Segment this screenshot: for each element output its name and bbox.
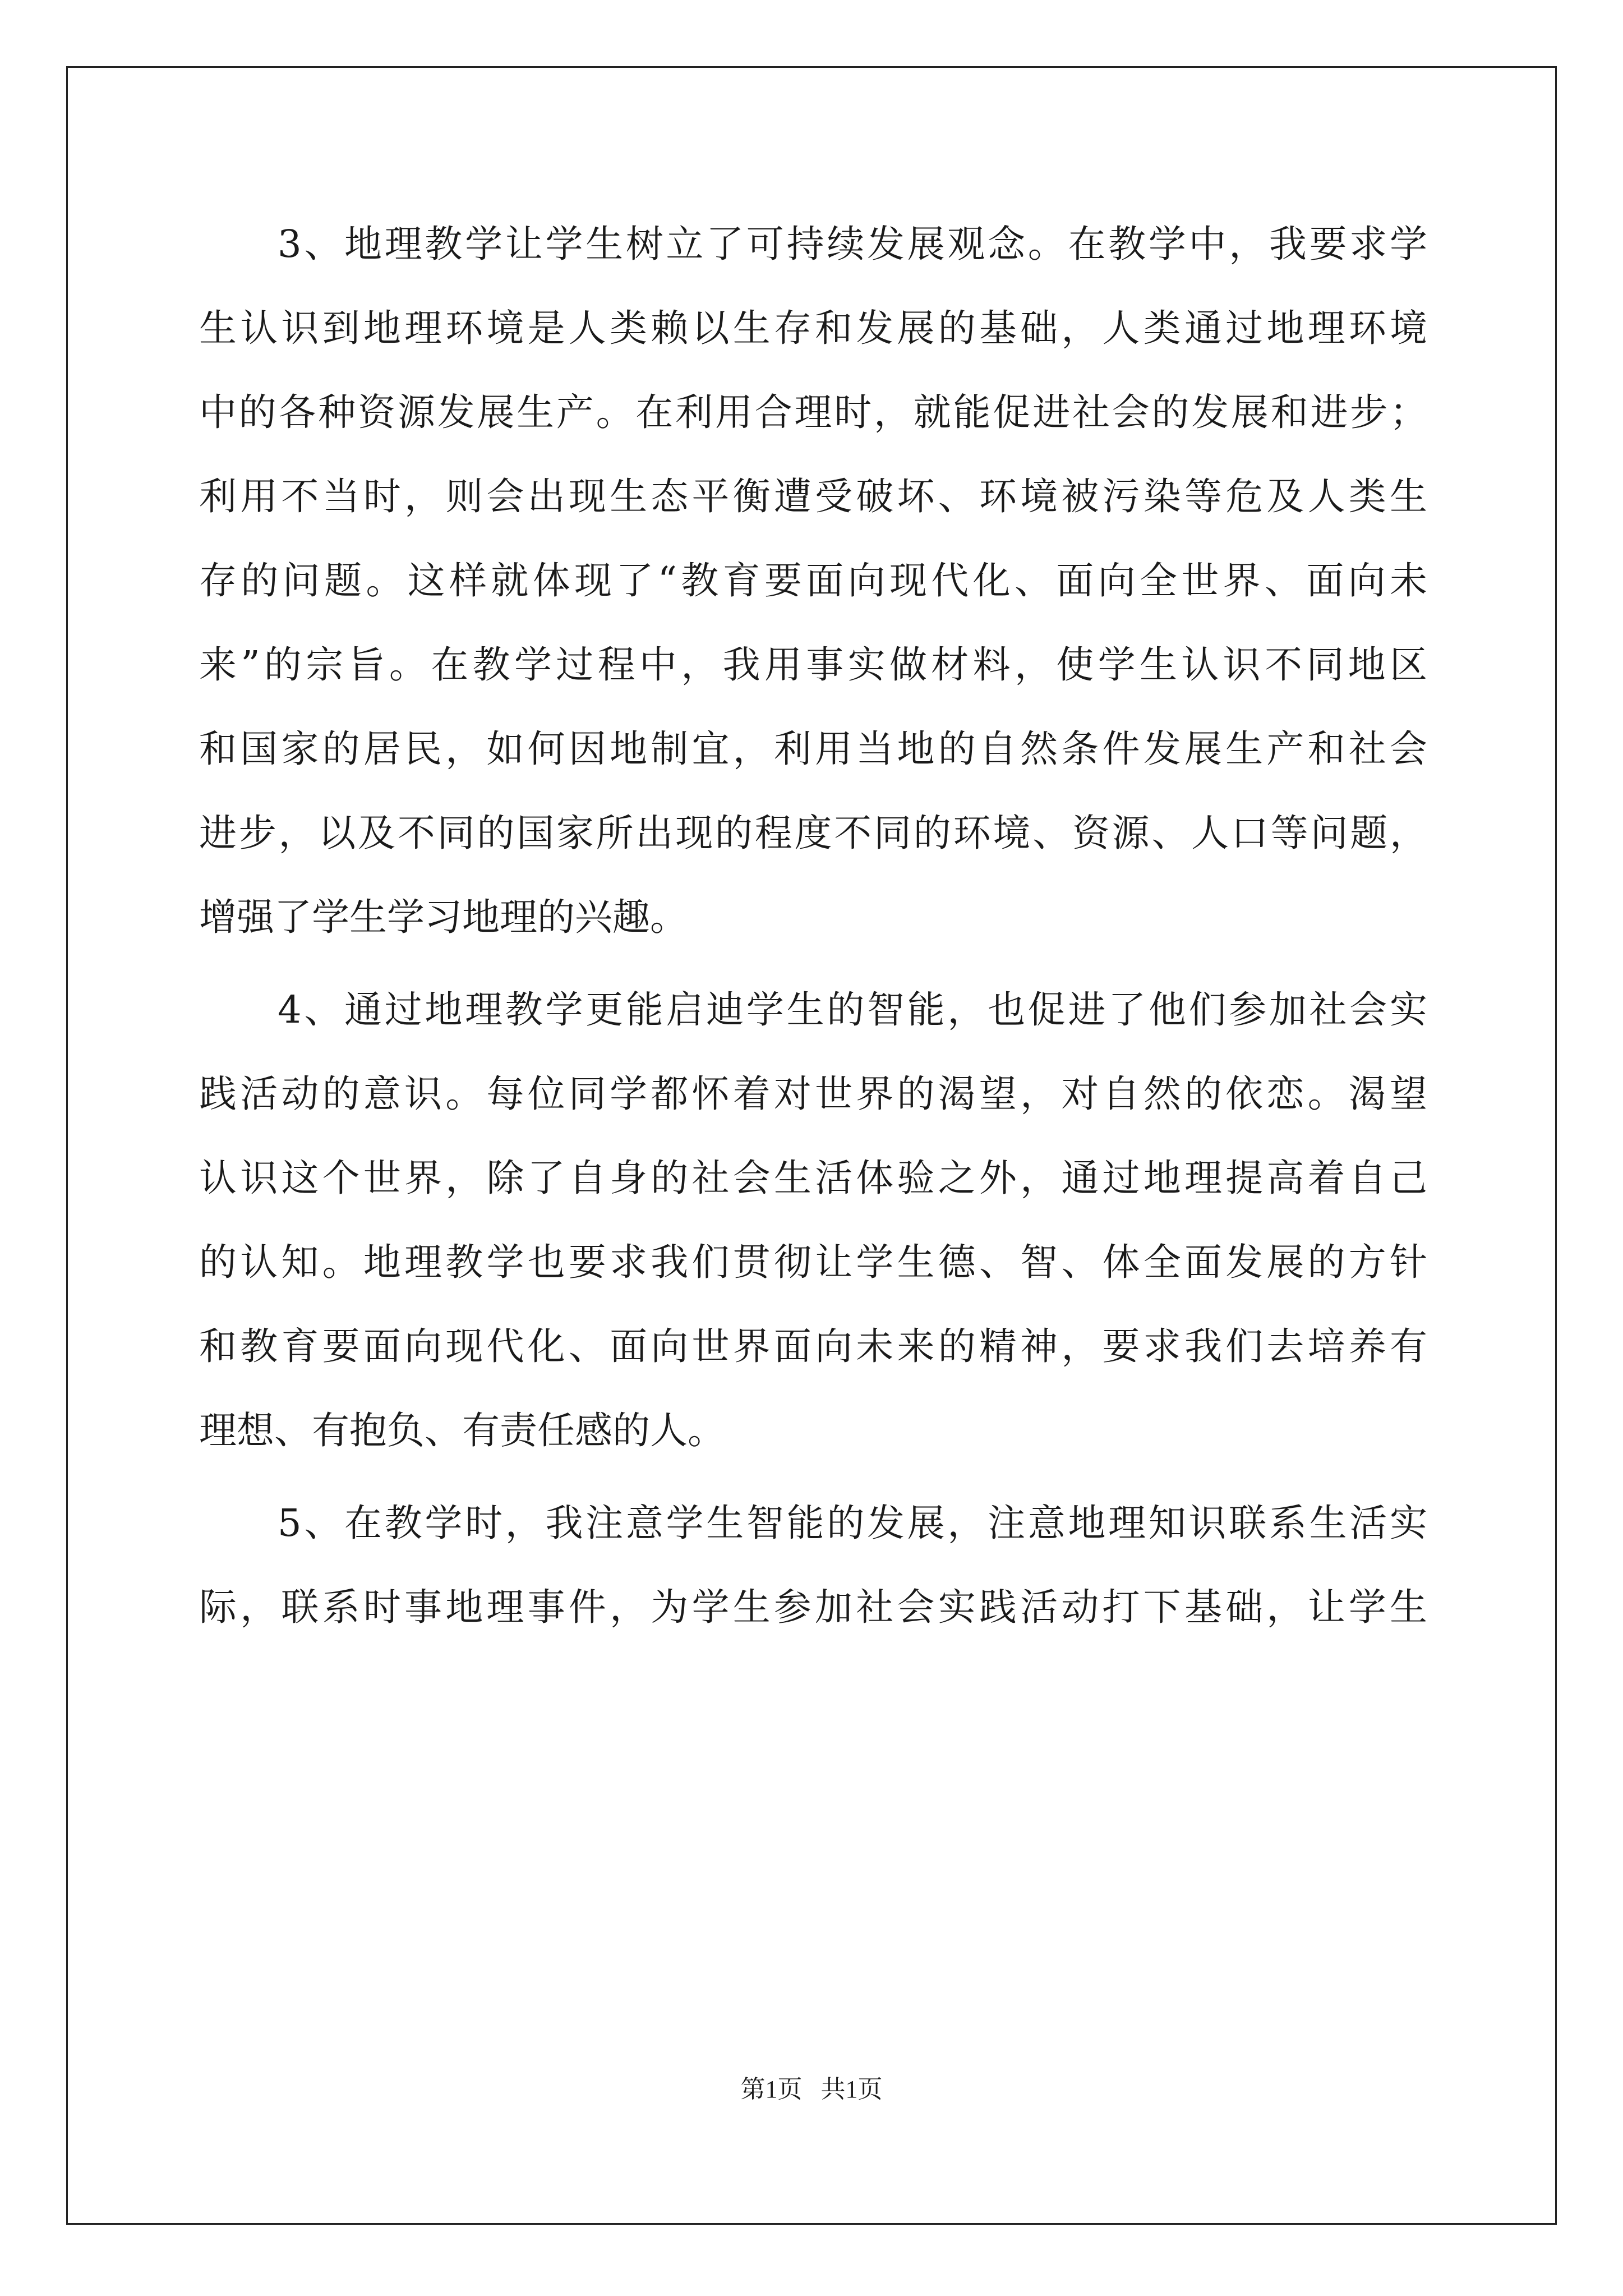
- paragraph-4-line-3: 认识这个世界，除了自身的社会生活体验之外，通过地理提高着自己: [199, 1156, 1427, 1200]
- paragraph-3-line-7: 和国家的居民，如何因地制宜，利用当地的自然条件发展生产和社会: [199, 727, 1427, 771]
- paragraph-3-line-2: 生认识到地理环境是人类赖以生存和发展的基础，人类通过地理环境: [199, 306, 1427, 350]
- paragraph-4-line-2: 践活动的意识。每位同学都怀着对世界的渴望，对自然的依恋。渴望: [199, 1072, 1427, 1116]
- paragraph-3-line-3: 中的各种资源发展生产。在利用合理时，就能促进社会的发展和进步；: [199, 390, 1427, 434]
- paragraph-3-line-1: 3、地理教学让学生树立了可持续发展观念。在教学中，我要求学: [278, 222, 1427, 266]
- paragraph-3-line-8: 进步，以及不同的国家所出现的程度不同的环境、资源、人口等问题，: [199, 811, 1427, 855]
- paragraph-3-line-9: 增强了学生学习地理的兴趣。: [199, 895, 688, 939]
- paragraph-4-line-1: 4、通过地理教学更能启迪学生的智能，也促进了他们参加社会实: [278, 988, 1427, 1032]
- paragraph-3-line-6: 来”的宗旨。在教学过程中，我用事实做材料，使学生认识不同地区: [199, 643, 1427, 687]
- page-footer: [0, 2073, 1623, 2106]
- paragraph-3-line-5: 存的问题。这样就体现了“教育要面向现代化、面向全世界、面向未: [199, 559, 1427, 602]
- paragraph-4-line-6: 理想、有抱负、有责任感的人。: [199, 1409, 725, 1452]
- paragraph-5-line-1: 5、在教学时，我注意学生智能的发展，注意地理知识联系生活实: [278, 1501, 1427, 1545]
- paragraph-5-line-2: 际，联系时事地理事件，为学生参加社会实践活动打下基础，让学生: [199, 1585, 1427, 1629]
- page-number: 第1页 共1页: [740, 2076, 883, 2103]
- paragraph-3-line-4: 利用不当时，则会出现生态平衡遭受破坏、环境被污染等危及人类生: [199, 475, 1427, 518]
- paragraph-4-line-4: 的认知。地理教学也要求我们贯彻让学生德、智、体全面发展的方针: [199, 1240, 1427, 1284]
- paragraph-4-line-5: 和教育要面向现代化、面向世界面向未来的精神，要求我们去培养有: [199, 1324, 1427, 1368]
